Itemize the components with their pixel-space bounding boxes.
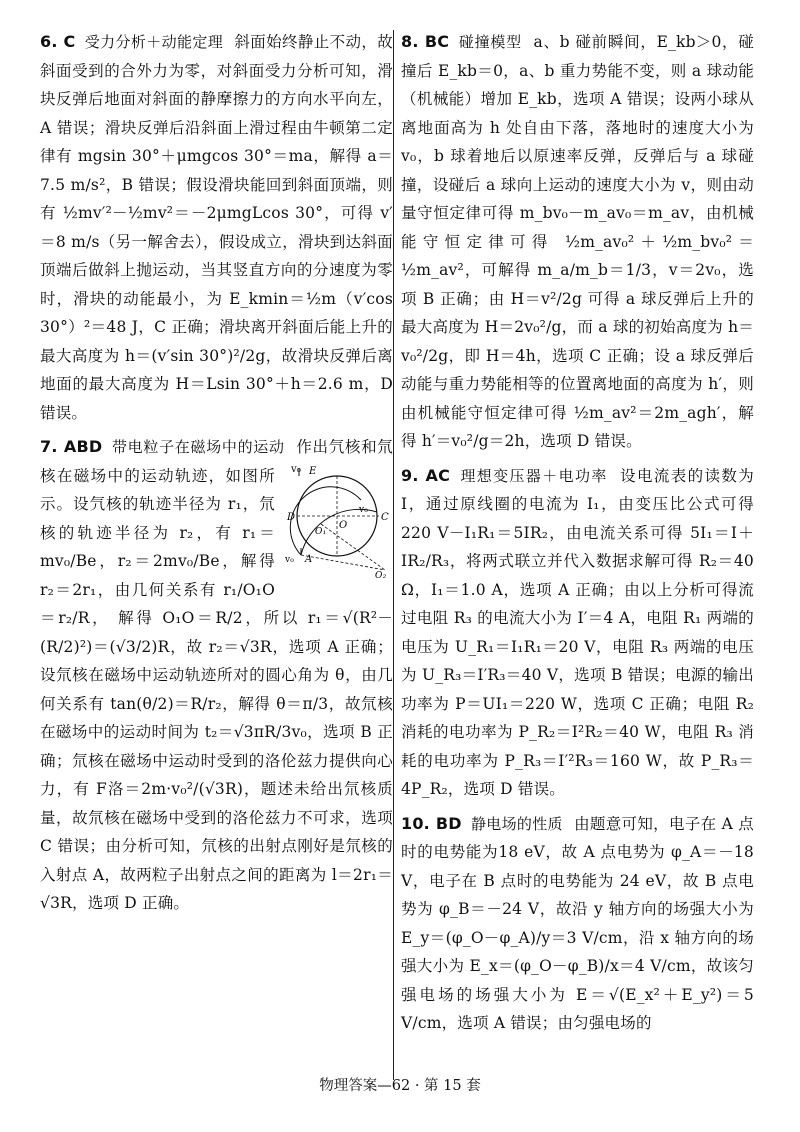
label-point-e: E xyxy=(309,465,317,477)
question-number: 9. AC xyxy=(401,465,451,485)
question-number: 7. ABD xyxy=(40,437,103,456)
label-point-c: C xyxy=(381,511,389,523)
question-topic: 静电场的性质 xyxy=(470,814,563,833)
answer-q10 xyxy=(401,810,754,1038)
answer-text-continued: 解得 O₁O＝R/2，所以 r₁＝√(R²－(R/2)²)＝(√3/2)R，故 r₂＝√3R，选项 A 正确；设氘核在磁场中运动轨迹所对的圆心角为 θ，由几何关系有 tan(θ/2)＝R/r₂，解得 θ＝π/3，故氘核在磁场中的运动时间为 t₂＝√3πR/3v₀，选项 B 正确；氘核在磁场中运动时受到的洛伦兹力提供向心力，有 F洛＝2m·v₀²/(√3R)，题述未给出氘核质量，故氘核在磁场中受到的洛伦兹力不可求，选项 C 错误；由分析可知，氘核的出射点刚好是氘核的入射点 A，故两粒子出射点之间的距离为 l＝2r₁＝√3R，选项 D 正确。 xyxy=(40,609,393,912)
trajectory-figure xyxy=(281,462,393,580)
answer-q7 xyxy=(40,433,393,918)
label-point-o2: O₂ xyxy=(375,570,387,580)
question-topic: 理想变压器＋电功率 xyxy=(460,466,608,485)
label-point-a: A xyxy=(305,553,313,565)
label-point-d: D xyxy=(287,511,296,523)
answer-text: 斜面始终静止不动，故斜面受到的合外力为零，对斜面受力分析可知，滑块反弹后地面对斜面的静摩擦力的方向水平向左，A 错误；滑块反弹后沿斜面上滑过程由牛顿第二定律有 mgsin 30°＋μmgcos 30°＝ma，解得 a＝7.5 m/s²，B 错误；假设滑块能回到斜面顶端，则有 ½mv′²－½mv²＝－2μmgLcos 30°，可得 v′＝8 m/s（另一解舍去），假设成立，滑块到达斜面顶端后做斜上抛运动，当其竖直方向的分速度为零时，滑块的动能最小，为 E_kmin＝½m（v′cos 30°）²＝48 J，C 正确；滑块离开斜面后能上升的最大高度为 h＝(v′sin 30°)²/2g，故滑块反弹后离地面的最大高度为 H＝Lsin 30°＋h＝2.6 m，D 错误。 xyxy=(40,33,393,422)
question-topic: 受力分析＋动能定理 xyxy=(84,33,224,51)
question-number: 10. BD xyxy=(401,813,462,833)
right-column xyxy=(401,28,754,1044)
label-v0-top: v₀ xyxy=(291,463,302,475)
trajectory-diagram xyxy=(281,462,393,580)
page-footer: 物理答案—62 · 第 15 套 xyxy=(319,1078,481,1094)
center-line xyxy=(321,524,385,570)
question-number: 6. C xyxy=(40,32,76,51)
label-v0-bottom: v₀ xyxy=(285,554,295,565)
question-topic: 带电粒子在磁场中的运动 xyxy=(111,438,285,456)
answer-text: 由题意可知，电子在 A 点时的电势能为18 eV，故 A 点电势为 φ_A＝－18 V，电子在 B 点时的电势能为 24 eV，故 B 点电势为 φ_B＝－24 V，故沿 y 轴方向的场强大小为 E_y＝(φ_O－φ_A)/y＝3 V/cm，沿 x 轴方向的场强大小为 E_x＝(φ_O－φ_B)/x＝4 V/cm，故该匀强电场的场强大小为 E＝√(E_x²＋E_y²)＝5 V/cm，选项 A 错误；由匀强电场的 xyxy=(401,814,755,1032)
left-column xyxy=(40,28,393,924)
label-point-o1: O₁ xyxy=(315,526,327,537)
label-point-o: O xyxy=(339,519,348,531)
label-v0-right: v₀ xyxy=(359,504,369,515)
answer-text: a、b 碰前瞬间，E_kb＞0，碰撞后 E_kb＝0，a、b 重力势能不变，则 a 球动能（机械能）增加 E_kb，选项 A 错误；设两小球从离地面高为 h 处自由下落，落地时的速度大小为 v₀，b 球着地后以原速率反弹，反弹后与 a 球碰撞，设碰后 a 球向上运动的速度大小为 v，则由动量守恒定律可得 m_bv₀－m_av₀＝m_av，由机械能守恒定律可得 ½m_av₀²＋½m_bv₀²＝½m_av²，可解得 m_a/m_b＝1/3，v＝2v₀，选项 B 正确；由 H＝v²/2g 可得 a 球反弹后上升的最大高度为 H＝2v₀²/g，而 a 球的初始高度为 h＝v₀²/2g，即 H＝4h，选项 C 正确；设 a 球反弹后动能与重力势能相等的位置离地面的高度为 h′，则由机械能守恒定律可得 ½m_av²＝2m_agh′，解得 h′＝v₀²/g＝2h，选项 D 错误。 xyxy=(401,33,754,450)
radius-line xyxy=(301,555,385,570)
column-divider xyxy=(393,30,394,1080)
answer-q8 xyxy=(401,28,754,456)
question-topic: 碰撞模型 xyxy=(458,33,522,51)
question-number: 8. BC xyxy=(401,32,450,51)
answer-text: 作出氕核和氘核在磁场中的运动轨迹，如图所示。设氕核的轨迹半径为 r₁，氘核的轨迹半径为 r₂，有 r₁＝mv₀/Be，r₂＝2mv₀/Be，解得 r₂＝2r₁，由几何关系有 r₁/O₁O＝r₂/R， xyxy=(40,438,394,627)
answer-q9 xyxy=(401,462,754,804)
answer-q6 xyxy=(40,28,393,427)
answer-text: 设电流表的读数为 I，通过原线圈的电流为 I₁，由变压比公式可得 220 V－I₁R₁＝5IR₂，由电流关系可得 5I₁＝I＋IR₂/R₃，将两式联立并代入数据求解可得 R₂＝40 Ω，I₁＝1.0 A，选项 A 正确；由以上分析可得流过电阻 R₃ 的电流大小为 I′＝4 A，电阻 R₁ 两端的电压为 U_R₁＝I₁R₁＝20 V，电阻 R₃ 两端的电压为 U_R₃＝I′R₃＝40 V，选项 B 错误；电源的输出功率为 P＝UI₁＝220 W，选项 C 正确；电阻 R₂ 消耗的电功率为 P_R₂＝I²R₂＝40 W，电阻 R₃ 消耗的电功率为 P_R₃＝I′²R₃＝160 W，故 P_R₃＝4P_R₂，选项 D 错误。 xyxy=(401,466,754,798)
